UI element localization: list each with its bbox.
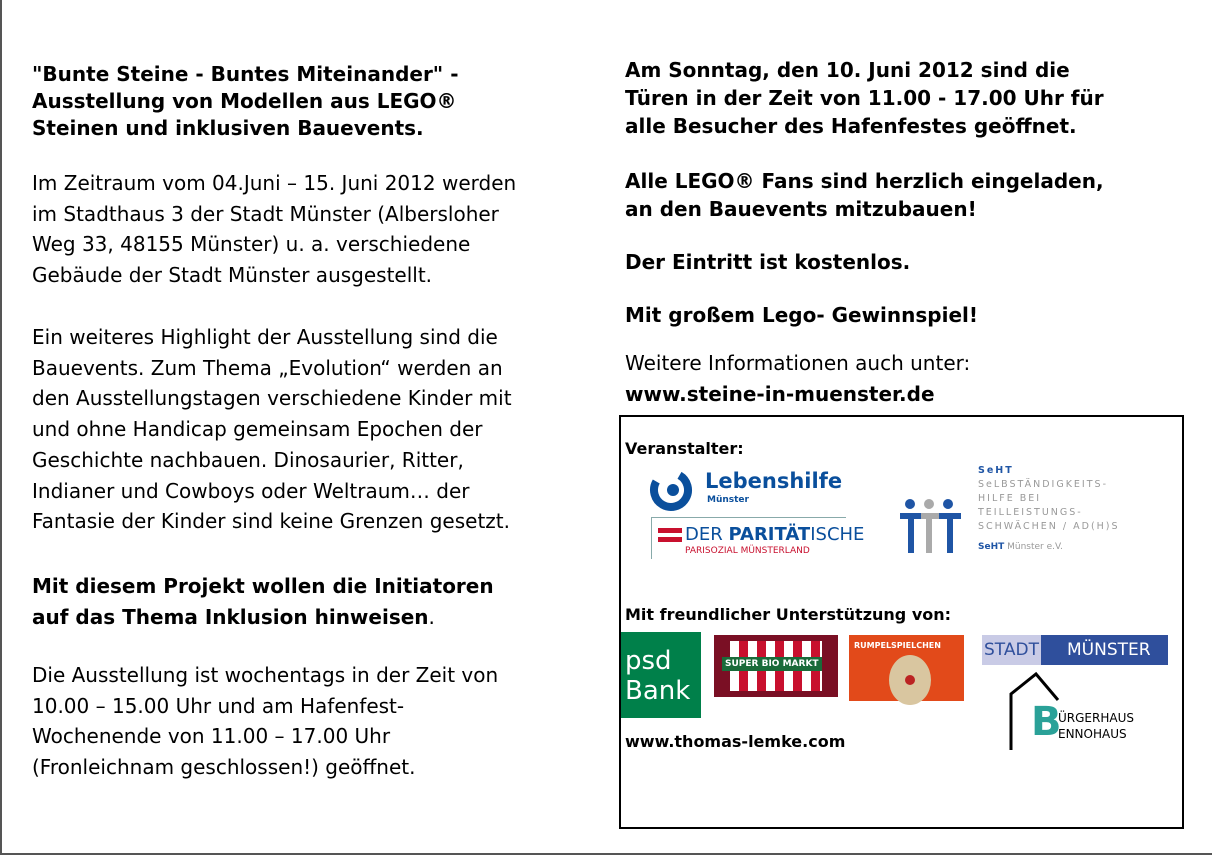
buerger-line: ÜRGERHAUS xyxy=(1058,711,1134,725)
paritaet-text-a: DER xyxy=(685,524,729,545)
paritaet-text-b: PARITÄT xyxy=(728,524,811,545)
text-line: 10.00 – 15.00 Uhr und am Hafenfest- xyxy=(32,693,405,718)
sunday-info xyxy=(625,56,1104,140)
period: . xyxy=(428,604,435,629)
text-line: Die Ausstellung ist wochentags in der Zeit von xyxy=(32,663,499,687)
seht-line: TEILLEISTUNGS- xyxy=(978,507,1083,518)
stadt-text: STADT xyxy=(982,635,1041,665)
buerger-line: ENNOHAUS xyxy=(1058,727,1127,741)
psd-bank-logo xyxy=(621,632,701,718)
seht-footer-a: SeHT xyxy=(978,542,1005,552)
seht-footer-b: Münster e.V. xyxy=(1004,542,1063,552)
organizers-label: Veranstalter: xyxy=(625,439,744,458)
paritaetische-logo xyxy=(651,517,865,559)
text-line: Weg 33, 48155 Münster) u. a. verschiedene xyxy=(32,232,471,257)
seht-line: SeHT xyxy=(978,465,1014,476)
info-label: Weitere Informationen auch unter: xyxy=(625,351,971,375)
invitation xyxy=(625,167,1104,223)
free-entry xyxy=(625,248,910,276)
lebenshilfe-sub: Münster xyxy=(707,495,749,505)
text-line: Im Zeitraum vom 04.Juni – 15. Juni 2012 werden xyxy=(32,171,517,195)
seht-line: HILFE BEI xyxy=(978,493,1042,504)
text-line: Indianer und Cowboys oder Weltraum… der xyxy=(32,478,470,503)
psd-text: psd xyxy=(625,646,672,676)
paritaet-text-c: ISCHE xyxy=(810,524,865,545)
text-line: Alle LEGO® Fans sind herzlich eingeladen, xyxy=(625,169,1104,193)
text-line: Ein weiteres Highlight der Ausstellung sind die xyxy=(32,325,498,349)
seht-icon xyxy=(897,495,967,555)
paritaet-sub: PARISOZIAL MÜNSTERLAND xyxy=(685,546,810,556)
title-line: Ausstellung von Modellen aus LEGO® xyxy=(32,89,457,113)
text-line: (Fronleichnam geschlossen!) geöffnet. xyxy=(32,755,416,780)
text-line: im Stadthaus 3 der Stadt Münster (Albersloher xyxy=(32,201,499,226)
text-line: Bauevents. Zum Thema „Evolution“ werden an xyxy=(32,355,503,380)
buergerhaus-logo xyxy=(1006,672,1156,752)
text-line: auf das Thema Inklusion hinweisen xyxy=(32,604,429,629)
text-line: Geschichte nachbauen. Dinosaurier, Ritter, xyxy=(32,447,464,472)
text-line: an den Bauevents mitzubauen! xyxy=(625,197,977,221)
paragraph-highlight xyxy=(32,322,512,537)
paragraph-opening-hours xyxy=(32,660,498,783)
title-line: Steinen und inklusiven Bauevents. xyxy=(32,116,424,140)
seht-line: SeLBSTÄNDIGKEITS- xyxy=(978,479,1108,490)
text-line: Am Sonntag, den 10. Juni 2012 sind die xyxy=(625,58,1070,82)
website-link[interactable]: www.steine-in-muenster.de xyxy=(625,381,935,406)
lebenshilfe-logo xyxy=(649,465,843,511)
text-line: Gebäude der Stadt Münster ausgestellt. xyxy=(32,263,433,288)
lebenshilfe-text: Lebenshilfe xyxy=(705,469,843,493)
text-line: Fantasie der Kinder sind keine Grenzen gesetzt. xyxy=(32,509,510,534)
paragraph-inclusion xyxy=(32,571,494,632)
biomarkt-text: SUPER BIO MARKT xyxy=(722,657,822,671)
biomarkt-logo xyxy=(714,635,838,697)
title-line: "Bunte Steine - Buntes Miteinander" - xyxy=(32,62,459,86)
text-line: den Ausstellungstagen verschiedene Kinder mit xyxy=(32,386,512,411)
event-title xyxy=(32,61,459,142)
rumpel-text: RUMPELSPIELCHEN xyxy=(854,641,941,650)
text-line: und ohne Handicap gemeinsam Epochen der xyxy=(32,417,483,442)
seht-line: SCHWÄCHEN / AD(H)S xyxy=(978,521,1120,532)
more-info xyxy=(625,348,970,409)
buerger-letter: B xyxy=(1031,699,1062,745)
stadt-muenster-logo xyxy=(982,635,1168,665)
lebenshilfe-icon xyxy=(649,465,695,511)
muenster-text: MÜNSTER xyxy=(1041,635,1168,665)
bank-text: Bank xyxy=(625,676,691,706)
raffle xyxy=(625,301,978,329)
support-label: Mit freundlicher Unterstützung von: xyxy=(625,605,952,624)
text-line: Der Eintritt ist kostenlos. xyxy=(625,250,911,274)
text-line: Wochenende von 11.00 – 17.00 Uhr xyxy=(32,724,391,749)
seht-text xyxy=(978,464,1120,554)
text-line: Türen in der Zeit von 11.00 - 17.00 Uhr für xyxy=(625,86,1104,110)
rumpelspielchen-logo xyxy=(849,635,964,701)
paragraph-dates xyxy=(32,168,516,291)
text-line: Mit diesem Projekt wollen die Initiatoren xyxy=(32,574,494,598)
lemke-link[interactable]: www.thomas-lemke.com xyxy=(625,732,846,751)
text-line: Mit großem Lego- Gewinnspiel! xyxy=(625,303,978,327)
text-line: alle Besucher des Hafenfestes geöffnet. xyxy=(625,114,1077,138)
sponsors-box xyxy=(619,415,1184,829)
